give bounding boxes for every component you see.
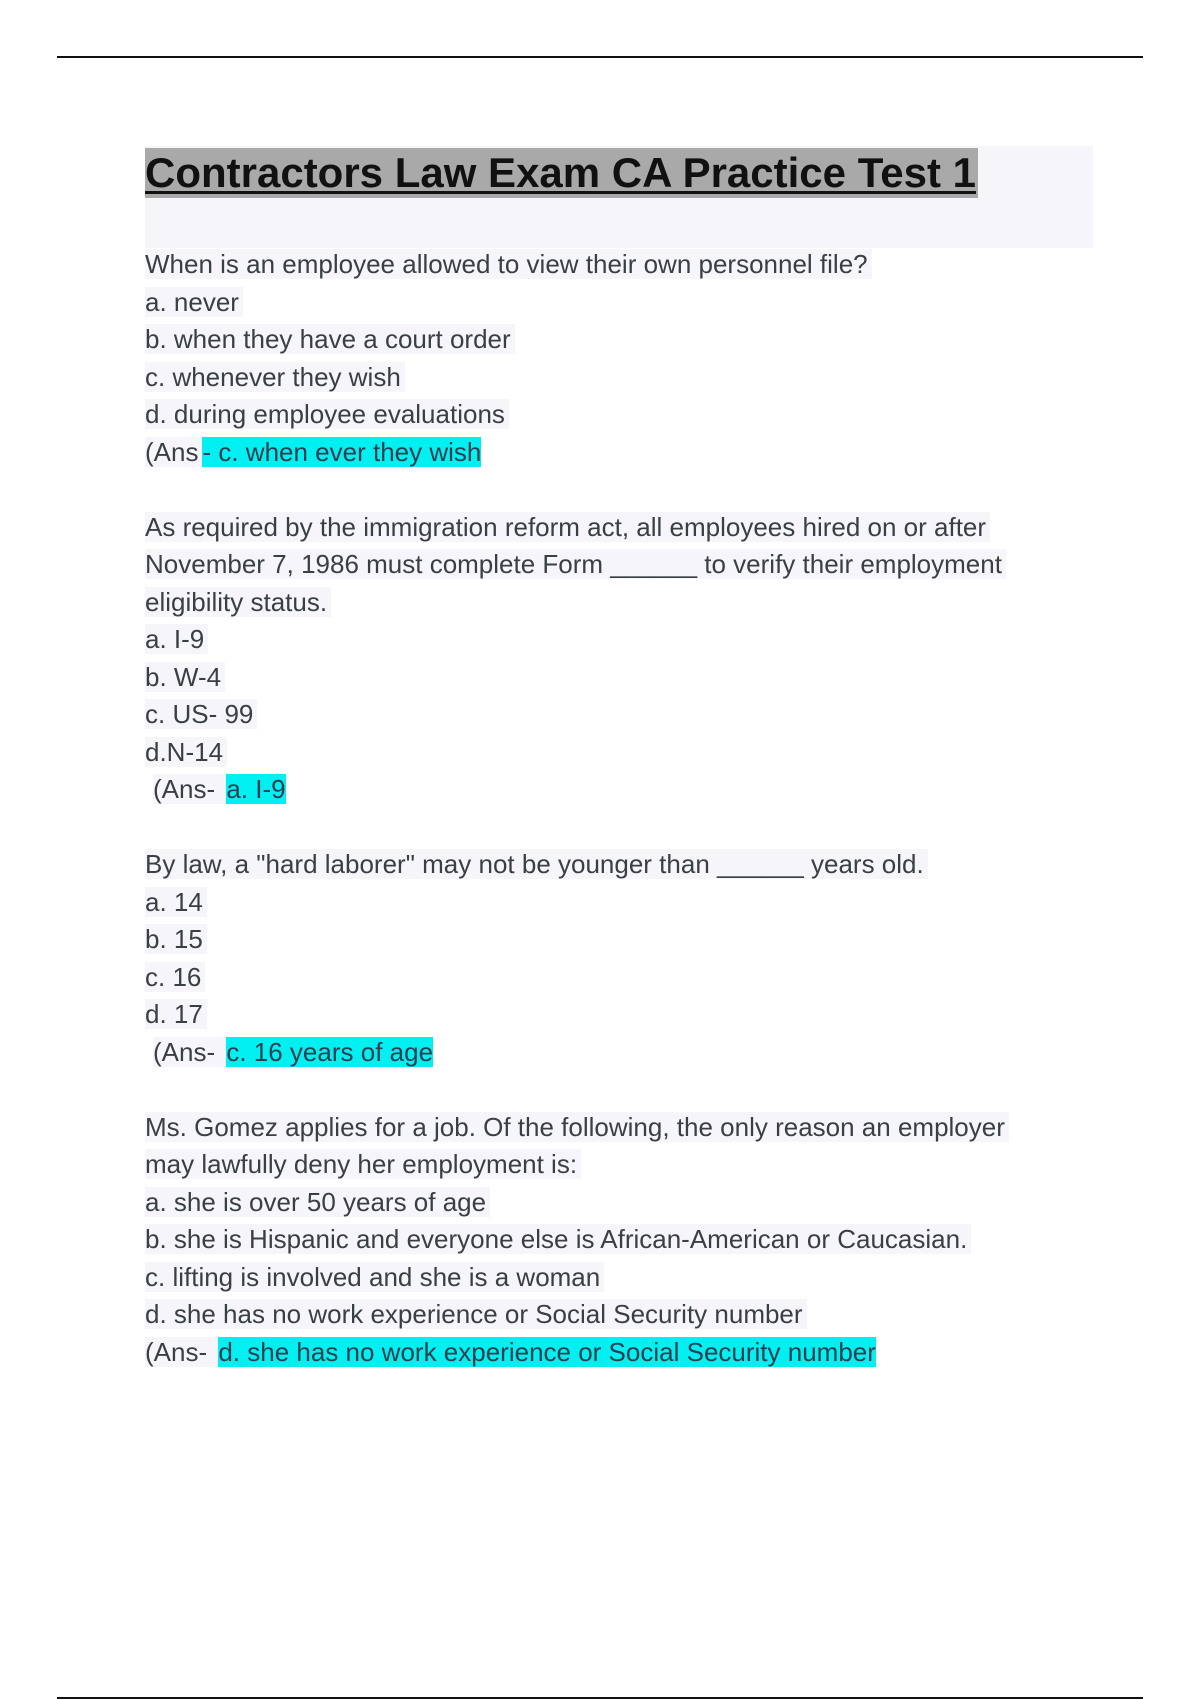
question-block [145, 846, 1145, 1071]
answer-line [145, 771, 1145, 809]
answer-option: b. she is Hispanic and everyone else is African-American or Caucasian. [145, 1224, 971, 1254]
question-block [145, 509, 1145, 809]
answer-option: d. she has no work experience or Social Security number [145, 1299, 807, 1329]
highlighted-answer: a. I-9 [226, 774, 286, 804]
highlighted-answer: - c. when ever they wish [202, 436, 482, 467]
question-list [145, 246, 1145, 1409]
answer-option: c. 16 [145, 962, 205, 992]
answer-option: d. during employee evaluations [145, 399, 509, 429]
question-block [145, 1109, 1145, 1372]
question-text: Ms. Gomez applies for a job. Of the following, the only reason an employer [145, 1112, 1009, 1142]
question-text: As required by the immigration reform act, all employees hired on or after [145, 512, 990, 542]
question-text: By law, a "hard laborer" may not be younger than ______ years old. [145, 849, 928, 879]
answer-option: a. 14 [145, 887, 207, 917]
highlighted-answer: d. she has no work experience or Social Security number [218, 1336, 876, 1367]
highlighted-answer: c. 16 years of age [226, 1036, 434, 1067]
question-text: When is an employee allowed to view their own personnel file? [145, 249, 872, 279]
answer-prefix: (Ans- [145, 1337, 218, 1367]
answer-option: a. she is over 50 years of age [145, 1187, 490, 1217]
answer-option: d. 17 [145, 999, 207, 1029]
answer-line [145, 1334, 1145, 1372]
question-text: eligibility status. [145, 587, 331, 617]
answer-option: d.N-14 [145, 737, 227, 767]
answer-option: b. 15 [145, 924, 207, 954]
answer-option: c. whenever they wish [145, 362, 405, 392]
answer-option: b. W-4 [145, 662, 225, 692]
answer-option: b. when they have a court order [145, 324, 515, 354]
answer-prefix: (Ans- [153, 1037, 226, 1067]
question-text: November 7, 1986 must complete Form ______ to verify their employment [145, 549, 1006, 579]
answer-option: c. US- 99 [145, 699, 257, 729]
top-rule [57, 56, 1143, 58]
document-title: Contractors Law Exam CA Practice Test 1 [145, 149, 976, 196]
answer-line [145, 434, 1145, 472]
answer-option: a. never [145, 287, 243, 317]
answer-line [145, 1034, 1145, 1072]
question-text: may lawfully deny her employment is: [145, 1149, 581, 1179]
answer-option: a. I-9 [145, 624, 208, 654]
question-block [145, 246, 1145, 471]
answer-option: c. lifting is involved and she is a woman [145, 1262, 604, 1292]
bottom-rule [57, 1697, 1143, 1699]
answer-prefix: (Ans- [153, 774, 226, 804]
answer-prefix: (Ans [145, 437, 202, 467]
